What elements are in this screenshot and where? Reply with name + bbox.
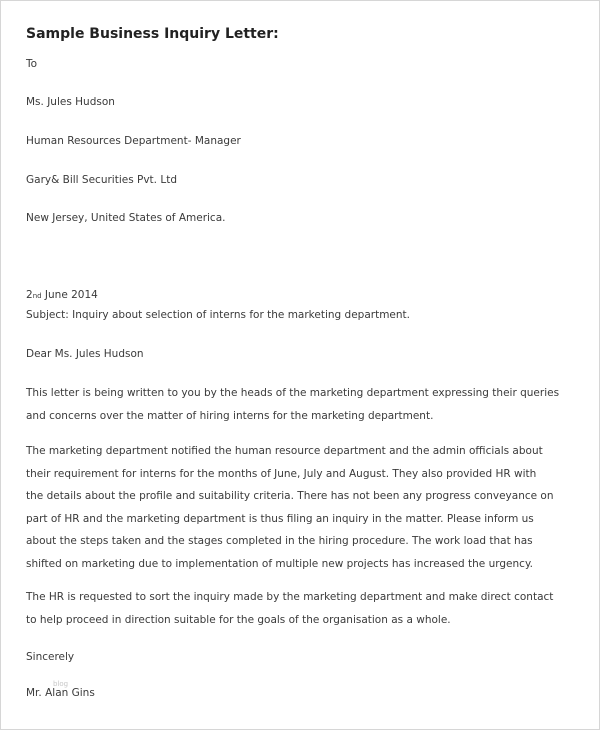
paragraph-line: The marketing department notified the human resource department and the admin officials about xyxy=(26,445,543,457)
closing: Sincerely xyxy=(26,651,75,663)
recipient-title: Human Resources Department- Manager xyxy=(26,135,241,147)
date-day: 2 xyxy=(26,289,33,301)
company-name: Gary& Bill Securities Pvt. Ltd xyxy=(26,174,177,186)
paragraph-2 xyxy=(26,440,581,575)
paragraph-line: to help proceed in direction suitable for the goals of the organisation as a whole. xyxy=(26,613,451,626)
paragraph-3 xyxy=(26,586,581,631)
recipient-name: Ms. Jules Hudson xyxy=(26,96,115,108)
signature-name: Mr. Alan Gins xyxy=(26,687,95,699)
date-month-year: June 2014 xyxy=(41,289,98,301)
date-suffix: nd xyxy=(32,292,42,300)
paragraph-line: shifted on marketing due to implementation of multiple new projects has increased the urgency. xyxy=(26,557,533,570)
letter-title: Sample Business Inquiry Letter: xyxy=(26,26,279,42)
letter-date xyxy=(26,289,98,301)
watermark: blog xyxy=(53,680,69,688)
company-location: New Jersey, United States of America. xyxy=(26,212,226,224)
paragraph-line: The HR is requested to sort the inquiry made by the marketing department and make direct contact xyxy=(26,591,554,603)
paragraph-line: part of HR and the marketing department is thus filing an inquiry in the matter. Please inform us xyxy=(26,512,534,525)
paragraph-line: the details about the profile and suitability criteria. There has not been any progress conveyance on xyxy=(26,490,554,502)
paragraph-line: about the steps taken and the stages completed in the hiring procedure. The work load that has xyxy=(26,535,533,547)
salutation: Dear Ms. Jules Hudson xyxy=(26,348,144,360)
paragraph-line: This letter is being written to you by the heads of the marketing department expressing their queries xyxy=(26,387,560,399)
paragraph-line: and concerns over the matter of hiring interns for the marketing department. xyxy=(26,409,434,422)
paragraph-line: their requirement for interns for the months of June, July and August. They also provided HR with xyxy=(26,467,537,480)
to-label: To xyxy=(26,58,38,70)
paragraph-1 xyxy=(26,382,581,427)
letter-subject: Subject: Inquiry about selection of interns for the marketing department. xyxy=(26,309,410,321)
